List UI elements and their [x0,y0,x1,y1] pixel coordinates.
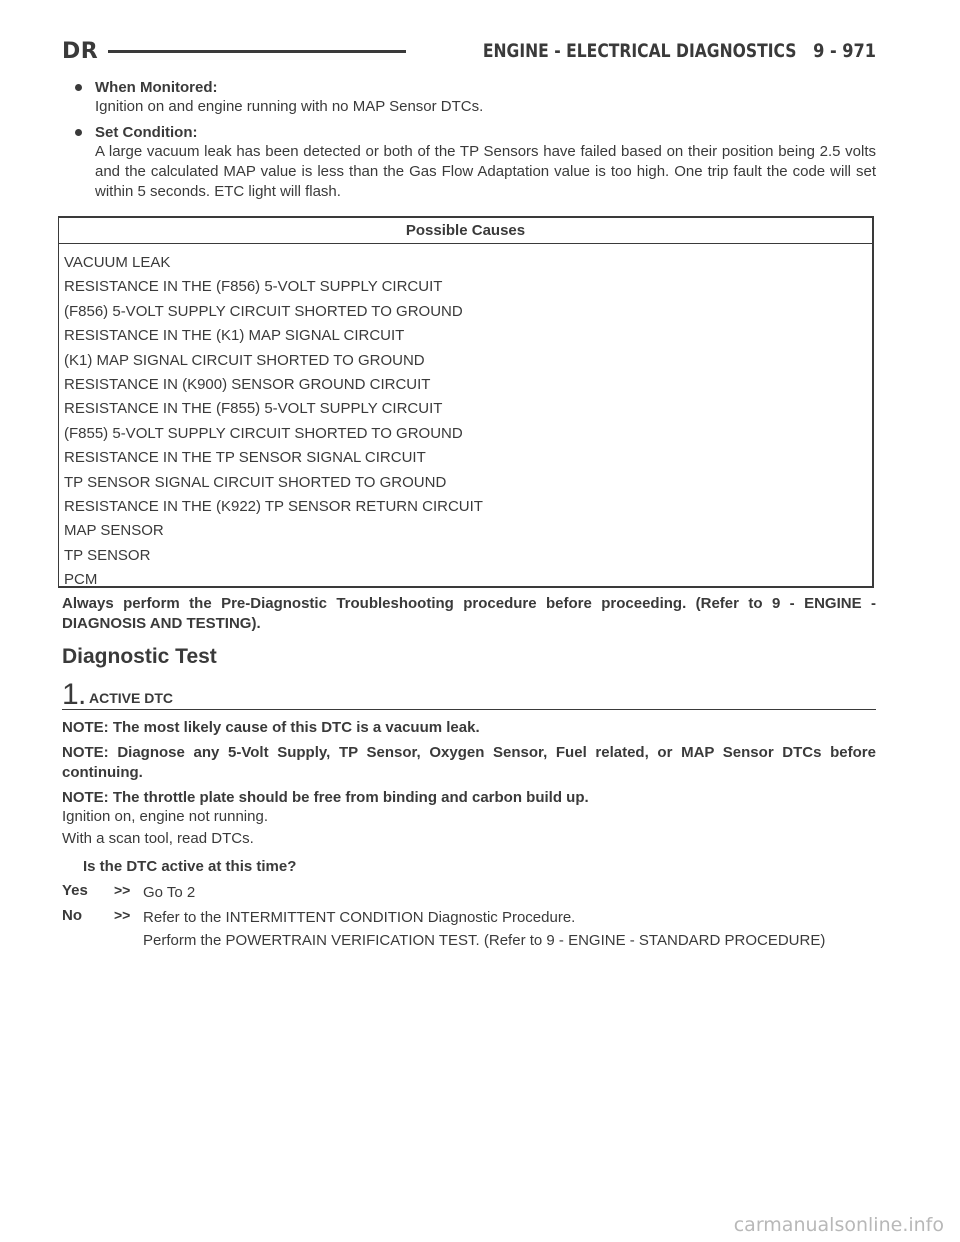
instruction-ignition: Ignition on, engine not running. [62,808,268,825]
step-number: 1 [62,678,79,711]
bullet-when-monitored [62,78,876,117]
bullet-text: Ignition on and engine running with no MAP Sensor DTCs. [95,98,484,115]
bullet-label: When Monitored: [95,79,218,96]
possible-causes-list [59,244,872,593]
cause-item: (K1) MAP SIGNAL CIRCUIT SHORTED TO GROUND [64,351,425,369]
page-number: 9 - 971 [813,40,876,62]
cause-item: TP SENSOR [64,546,151,564]
bullet-set-condition [62,123,876,202]
note-diagnose-dtcs: NOTE: Diagnose any 5-Volt Supply, TP Sensor, Oxygen Sensor, Fuel related, or MAP Sensor DTCs before continuing. [62,744,876,781]
answer-yes-action: Go To 2 [143,884,196,901]
answer-no-arrow: >> [114,907,131,923]
header-title: ENGINE - ELECTRICAL DIAGNOSTICS [482,40,796,62]
answer-no-verification: Perform the POWERTRAIN VERIFICATION TEST. (Refer to 9 - ENGINE - STANDARD PROCEDURE) [143,932,826,949]
bullet-dot-icon [75,129,82,136]
step-heading [62,680,876,710]
answer-no-action: Refer to the INTERMITTENT CONDITION Diagnostic Procedure. [143,909,576,926]
cause-item: RESISTANCE IN THE TP SENSOR SIGNAL CIRCUIT [64,449,426,467]
condition-list [62,78,876,208]
possible-causes-heading: Possible Causes [59,218,872,244]
section-code: DR [62,38,99,64]
site-watermark: carmanualsonline.info [733,1214,944,1236]
pre-diagnostic-note: Always perform the Pre-Diagnostic Troubleshooting procedure before proceeding. (Refer to 9 - ENGINE - DIAGNOSIS AND TESTING). [62,595,876,632]
note-vacuum-leak: NOTE: The most likely cause of this DTC is a vacuum leak. [62,719,480,736]
diagnostic-test-heading: Diagnostic Test [62,645,217,668]
cause-item: RESISTANCE IN (K900) SENSOR GROUND CIRCUIT [64,376,431,394]
page-header [62,36,876,66]
bullet-text: A large vacuum leak has been detected or both of the TP Sensors have failed based on their position being 2.5 volts and the calculated MAP value is less than the Gas Flow Adaptation value is too high. One trip fault the code will set within 5 seconds. ETC light will flash. [95,143,876,200]
cause-item: VACUUM LEAK [64,254,171,271]
step-title: ACTIVE DTC [89,690,173,706]
bullet-dot-icon [75,84,82,91]
cause-item: RESISTANCE IN THE (F856) 5-VOLT SUPPLY CIRCUIT [64,278,443,296]
cause-item: MAP SENSOR [64,522,164,540]
possible-causes-table [58,216,874,588]
step-number-dot: . [78,678,87,711]
instruction-scan-tool: With a scan tool, read DTCs. [62,830,254,847]
cause-item: RESISTANCE IN THE (F855) 5-VOLT SUPPLY CIRCUIT [64,400,443,418]
cause-item: PCM [64,571,98,589]
cause-item: (F855) 5-VOLT SUPPLY CIRCUIT SHORTED TO GROUND [64,424,463,442]
cause-item: RESISTANCE IN THE (K1) MAP SIGNAL CIRCUIT [64,327,405,345]
step-question: Is the DTC active at this time? [83,858,297,875]
bullet-label: Set Condition: [95,124,198,141]
answer-no-label: No [62,907,82,924]
cause-item: RESISTANCE IN THE (K922) TP SENSOR RETURN CIRCUIT [64,498,483,516]
header-rule [108,50,405,53]
cause-item: TP SENSOR SIGNAL CIRCUIT SHORTED TO GROUND [64,473,447,491]
cause-item: (F856) 5-VOLT SUPPLY CIRCUIT SHORTED TO GROUND [64,302,463,320]
note-throttle-plate: NOTE: The throttle plate should be free from binding and carbon build up. [62,789,589,806]
answer-yes-arrow: >> [114,882,131,898]
answer-yes-label: Yes [62,882,88,899]
